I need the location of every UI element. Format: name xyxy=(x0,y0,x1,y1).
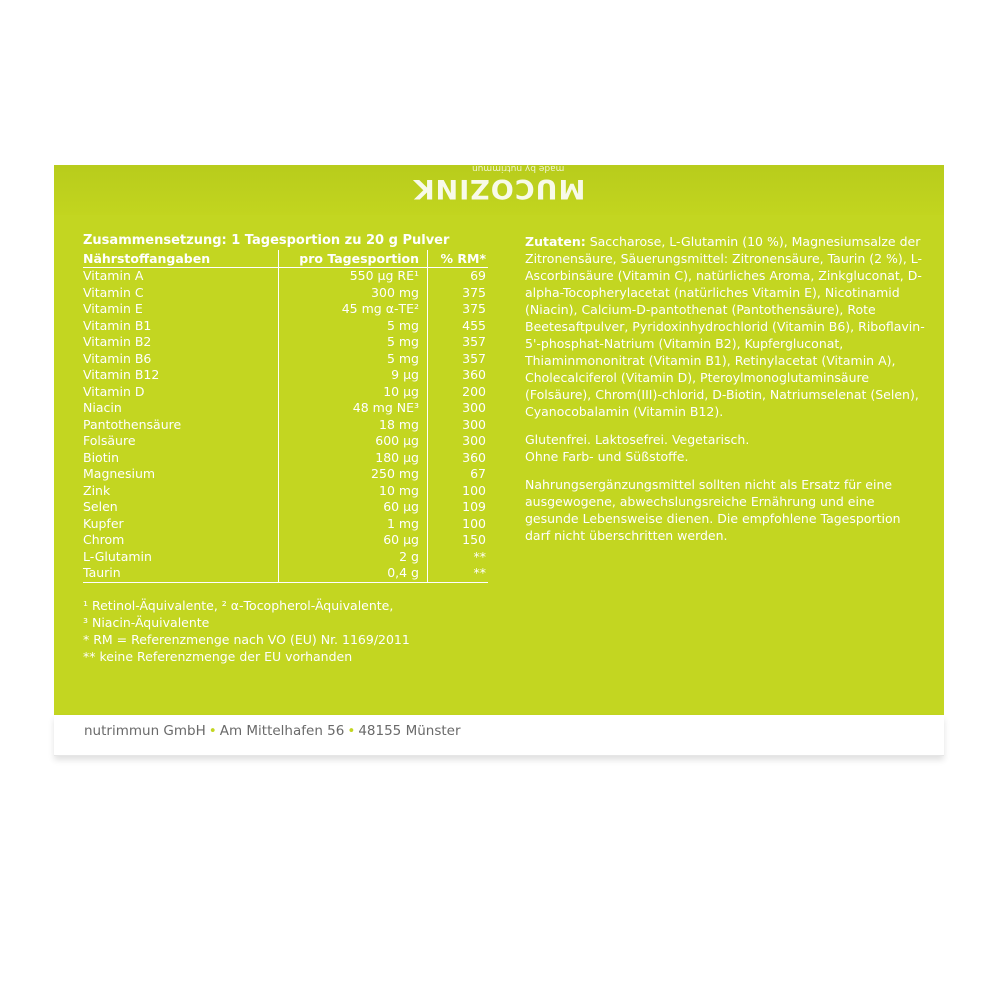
table-row xyxy=(83,268,488,285)
nutrient-name: Vitamin E xyxy=(83,301,279,318)
nutrient-name: Vitamin B1 xyxy=(83,318,279,335)
nutrient-rm: 69 xyxy=(470,268,486,283)
footer-street: Am Mittelhafen 56 xyxy=(219,723,345,739)
nutrient-amount: 250 mg xyxy=(279,466,428,483)
nutrient-rm: 67 xyxy=(470,466,486,481)
table-row xyxy=(83,351,488,368)
footnote: ³ Niacin-Äquivalente xyxy=(83,614,210,630)
nutrient-name: Vitamin B12 xyxy=(83,367,279,384)
nutrient-rm: 455 xyxy=(462,317,486,333)
footnote: ** keine Referenzmenge der EU vorhanden xyxy=(83,648,353,664)
footer-separator: • xyxy=(347,723,356,739)
table-header-row xyxy=(83,250,488,268)
nutrient-rm: 150 xyxy=(462,532,486,547)
nutrient-name: Chrom xyxy=(83,532,279,549)
nutrient-name: Kupfer xyxy=(83,516,279,533)
nutrient-rm: 300 xyxy=(462,433,486,448)
table-row xyxy=(83,466,488,483)
nutrient-amount: 5 mg xyxy=(279,318,428,335)
table-row xyxy=(83,565,488,582)
nutrient-amount: 180 µg xyxy=(279,450,428,467)
nutrient-name: Biotin xyxy=(83,450,279,467)
footer-separator: • xyxy=(208,723,217,739)
table-row xyxy=(83,483,488,500)
footnote: ¹ Retinol-Äquivalente, ² α-Tocopherol-Äquivalente, xyxy=(83,597,394,613)
table-row xyxy=(83,285,488,302)
table-row xyxy=(83,334,488,351)
nutrient-rm: 200 xyxy=(462,383,486,399)
warning-paragraph: Nahrungsergänzungsmittel sollten nicht als Ersatz für eine ausgewogene, abwechslungsreiche Ernährung und eine gesunde Lebensweise dienen. Die empfohlene Tagesportion darf nicht überschritten werden. xyxy=(525,477,901,543)
nutrient-name: Vitamin C xyxy=(83,285,279,302)
table-row xyxy=(83,318,488,335)
footnotes xyxy=(83,597,488,665)
nutrient-rm: 109 xyxy=(462,499,486,514)
brand-sub: made by nutrimmun xyxy=(471,163,564,173)
nutrient-amount: 600 µg xyxy=(279,433,428,450)
label-panel xyxy=(54,215,944,715)
nutrient-amount: 9 µg xyxy=(279,367,428,384)
nutrient-amount: 0,4 g xyxy=(279,565,428,582)
footer-city: 48155 Münster xyxy=(358,723,461,739)
nutrient-amount: 60 µg xyxy=(279,499,428,516)
nutrition-title: Zusammensetzung: 1 Tagesportion zu 20 g Pulver xyxy=(83,233,450,248)
table-row xyxy=(83,450,488,467)
nutrient-rm: 357 xyxy=(462,350,486,366)
ingredients-section xyxy=(525,233,925,555)
nutrient-amount: 60 µg xyxy=(279,532,428,549)
table-row xyxy=(83,499,488,516)
nutrient-rm: 375 xyxy=(462,301,486,316)
nutrient-name: Selen xyxy=(83,499,279,516)
free-from-line: Ohne Farb- und Süßstoffe. xyxy=(525,449,689,464)
footer-company: nutrimmun GmbH xyxy=(84,723,206,739)
nutrient-name: Vitamin B6 xyxy=(83,351,279,368)
ingredients-label: Zutaten: xyxy=(525,234,586,249)
nutrient-rm: 300 xyxy=(462,416,486,432)
nutrient-amount: 48 mg NE³ xyxy=(279,400,428,417)
nutrient-amount: 18 mg xyxy=(279,417,428,434)
nutrient-rm: 357 xyxy=(462,334,486,349)
nutrient-amount: 550 µg RE¹ xyxy=(279,268,428,285)
ingredients-text: Saccharose, L-Glutamin (10 %), Magnesiumsalze der Zitronensäure, Säuerungsmittel: Zitronensäure, Taurin (2 %), L-Ascorbinsäure (Vitamin C), natürliches Aroma, Zinkgluconat, D-alpha-Tocopherylacetat (natürliches Vitamin E), Nicotinamid (Niacin), Calcium-D-pantothenat (Pantothensäure), Rote Beetesaftpulver, Pyridoxinhydrochlorid (Vitamin B6), Riboflavin-5'-phosphat-Natrium (Vitamin B2), Kupfergluconat, Thiaminmononitrat (Vitamin B1), Retinylacetat (Vitamin A), Cholecalciferol (Vitamin D), Pteroylmonoglutaminsäure (Folsäure), Chrom(III)-chlorid, D-Biotin, Natriumselenat (Selen), Cyanocobalamin (Vitamin B12). xyxy=(525,234,925,419)
table-row xyxy=(83,367,488,384)
nutrient-name: Niacin xyxy=(83,400,279,417)
header-rm: % RM* xyxy=(428,250,489,268)
nutrient-name: Vitamin A xyxy=(83,268,279,285)
nutrient-amount: 2 g xyxy=(279,549,428,566)
header-nutrient: Nährstoffangaben xyxy=(83,250,279,268)
nutrient-rm: 360 xyxy=(462,449,486,465)
nutrition-table xyxy=(83,250,488,583)
nutrient-name: Magnesium xyxy=(83,466,279,483)
nutrient-name: Vitamin D xyxy=(83,384,279,401)
nutrition-table-body xyxy=(83,268,488,583)
nutrient-rm: 100 xyxy=(462,515,486,531)
nutrient-amount: 5 mg xyxy=(279,334,428,351)
nutrient-rm: ** xyxy=(473,548,486,564)
nutrient-name: Folsäure xyxy=(83,433,279,450)
table-row xyxy=(83,433,488,450)
nutrient-rm: 360 xyxy=(462,367,486,382)
nutrient-amount: 1 mg xyxy=(279,516,428,533)
table-row xyxy=(83,301,488,318)
ingredients-paragraph xyxy=(525,233,925,420)
nutrient-amount: 5 mg xyxy=(279,351,428,368)
footer-band xyxy=(54,715,944,756)
nutrient-name: Pantothensäure xyxy=(83,417,279,434)
table-row xyxy=(83,384,488,401)
nutrient-rm: 375 xyxy=(462,284,486,300)
table-row xyxy=(83,417,488,434)
table-row xyxy=(83,549,488,566)
nutrient-rm: 100 xyxy=(462,482,486,498)
nutrient-rm: 300 xyxy=(462,400,486,415)
free-from-line: Glutenfrei. Laktosefrei. Vegetarisch. xyxy=(525,432,750,447)
brand-name: MUCOZINK xyxy=(412,173,586,204)
nutrient-name: Vitamin B2 xyxy=(83,334,279,351)
table-row xyxy=(83,516,488,533)
nutrient-name: Zink xyxy=(83,483,279,500)
table-row xyxy=(83,400,488,417)
free-from-paragraph xyxy=(525,431,925,465)
nutrient-name: Taurin xyxy=(83,565,279,582)
nutrient-rm: ** xyxy=(428,565,489,582)
footer-address xyxy=(84,723,461,739)
nutrition-section xyxy=(83,233,488,665)
nutrient-name: L-Glutamin xyxy=(83,549,279,566)
box-top-flap xyxy=(54,165,944,215)
nutrient-amount: 300 mg xyxy=(279,285,428,302)
nutrient-amount: 10 mg xyxy=(279,483,428,500)
header-portion: pro Tagesportion xyxy=(279,250,428,268)
nutrient-amount: 45 mg α-TE² xyxy=(279,301,428,318)
nutrient-amount: 10 µg xyxy=(279,384,428,401)
footnote: * RM = Referenzmenge nach VO (EU) Nr. 1169/2011 xyxy=(83,631,410,647)
table-row xyxy=(83,532,488,549)
